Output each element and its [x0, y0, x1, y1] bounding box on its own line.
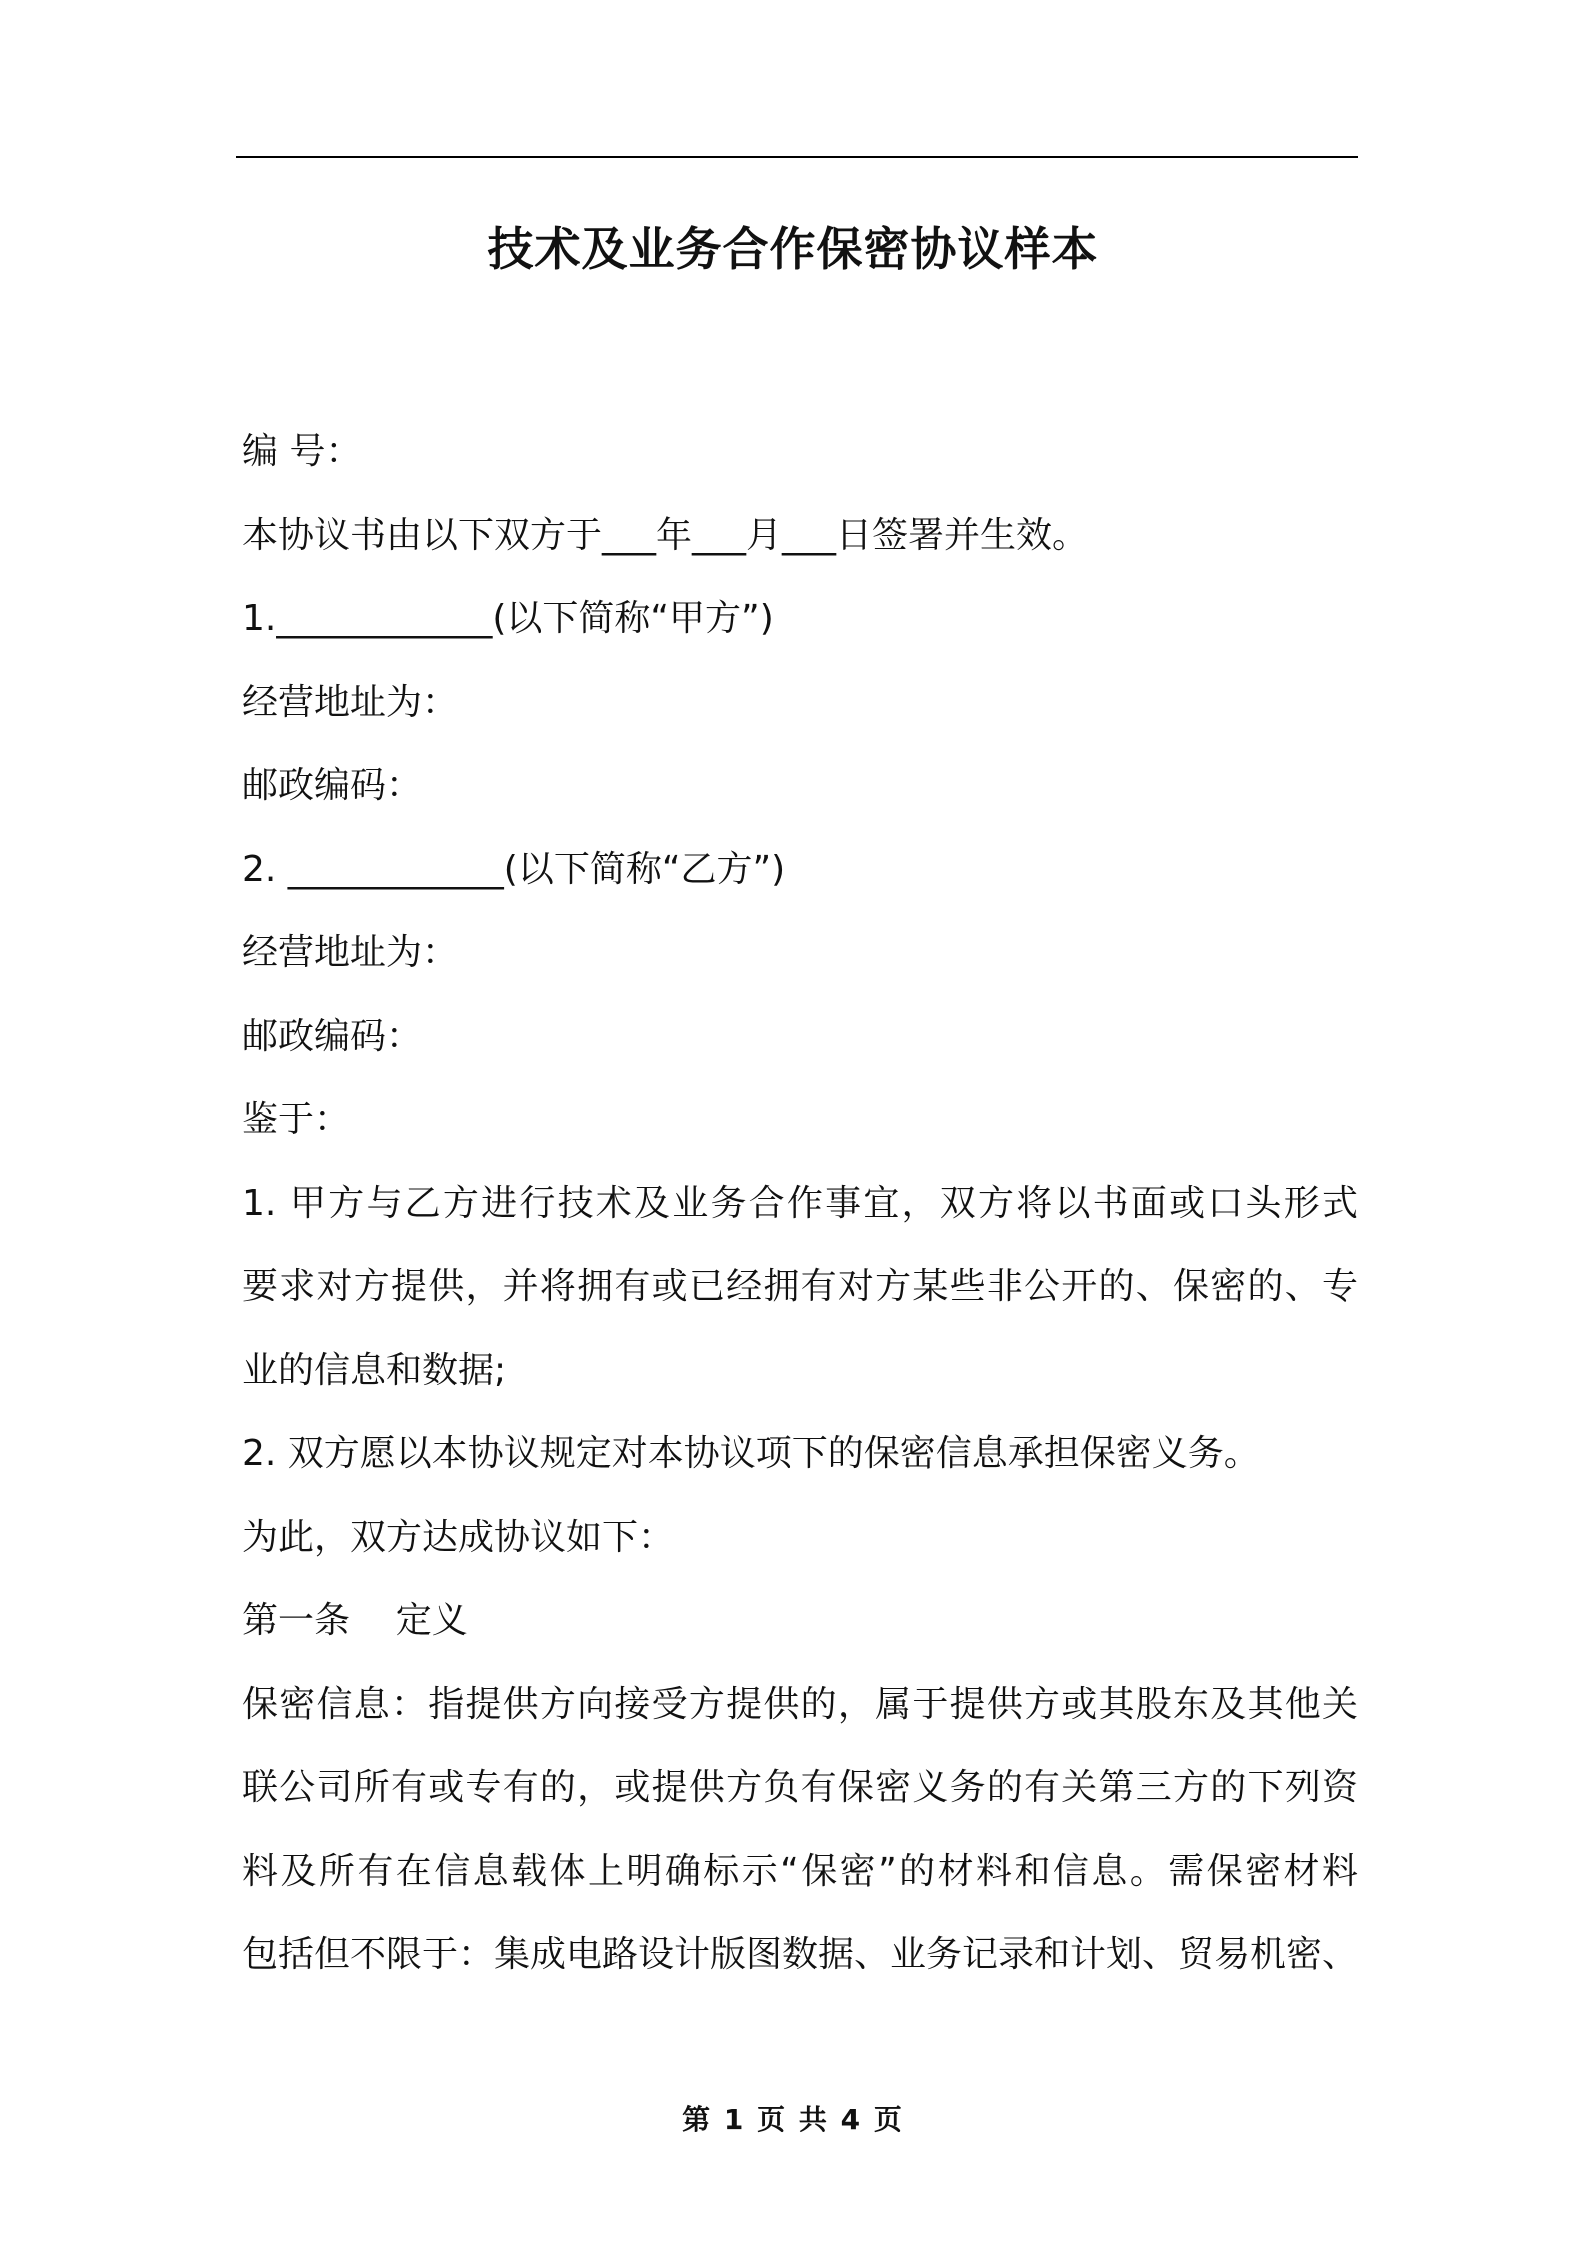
party-b-address-line: 经营地址为：	[242, 932, 459, 973]
document-title: 技术及业务合作保密协议样本	[487, 222, 1099, 276]
whereas-item-1-line-1: 1. 甲方与乙方进行技术及业务合作事宜，双方将以书面或口头形式	[242, 1182, 1358, 1224]
page-number-footer: 第 1 页 共 4 页	[682, 2103, 904, 2136]
definition-line-3: 料及所有在信息载体上明确标示“保密”的材料和信息。需保密材料	[242, 1850, 1358, 1892]
definition-line-4: 包括但不限于：集成电路设计版图数据、业务记录和计划、贸易机密、	[242, 1934, 1359, 1975]
party-a-line: 1.____________(以下简称“甲方”)	[242, 598, 774, 639]
serial-number-line: 编 号：	[242, 431, 362, 472]
definition-line-1: 保密信息：指提供方向接受方提供的，属于提供方或其股东及其他关	[242, 1683, 1358, 1725]
whereas-item-1-line-2: 要求对方提供，并将拥有或已经拥有对方某些非公开的、保密的、专	[242, 1266, 1358, 1307]
signing-date-line: 本协议书由以下双方于___年___月___日签署并生效。	[242, 514, 1089, 556]
party-b-line: 2. ____________(以下简称“乙方”)	[242, 848, 786, 890]
agreement-intro: 为此，双方达成协议如下：	[242, 1516, 675, 1558]
definition-line-2: 联公司所有或专有的，或提供方负有保密义务的有关第三方的下列资	[242, 1767, 1358, 1808]
party-b-postcode-line: 邮政编码：	[242, 1015, 423, 1057]
party-a-address-line: 经营地址为：	[242, 681, 459, 723]
whereas-item-2: 2. 双方愿以本协议规定对本协议项下的保密信息承担保密义务。	[242, 1433, 1260, 1474]
document-body	[242, 410, 1358, 1997]
whereas-heading: 鉴于：	[242, 1099, 351, 1140]
header-rule	[236, 156, 1358, 158]
party-a-postcode-line: 邮政编码：	[242, 765, 423, 806]
whereas-item-1-line-3: 业的信息和数据;	[242, 1349, 507, 1391]
article-1-heading: 第一条 定义	[242, 1600, 468, 1641]
